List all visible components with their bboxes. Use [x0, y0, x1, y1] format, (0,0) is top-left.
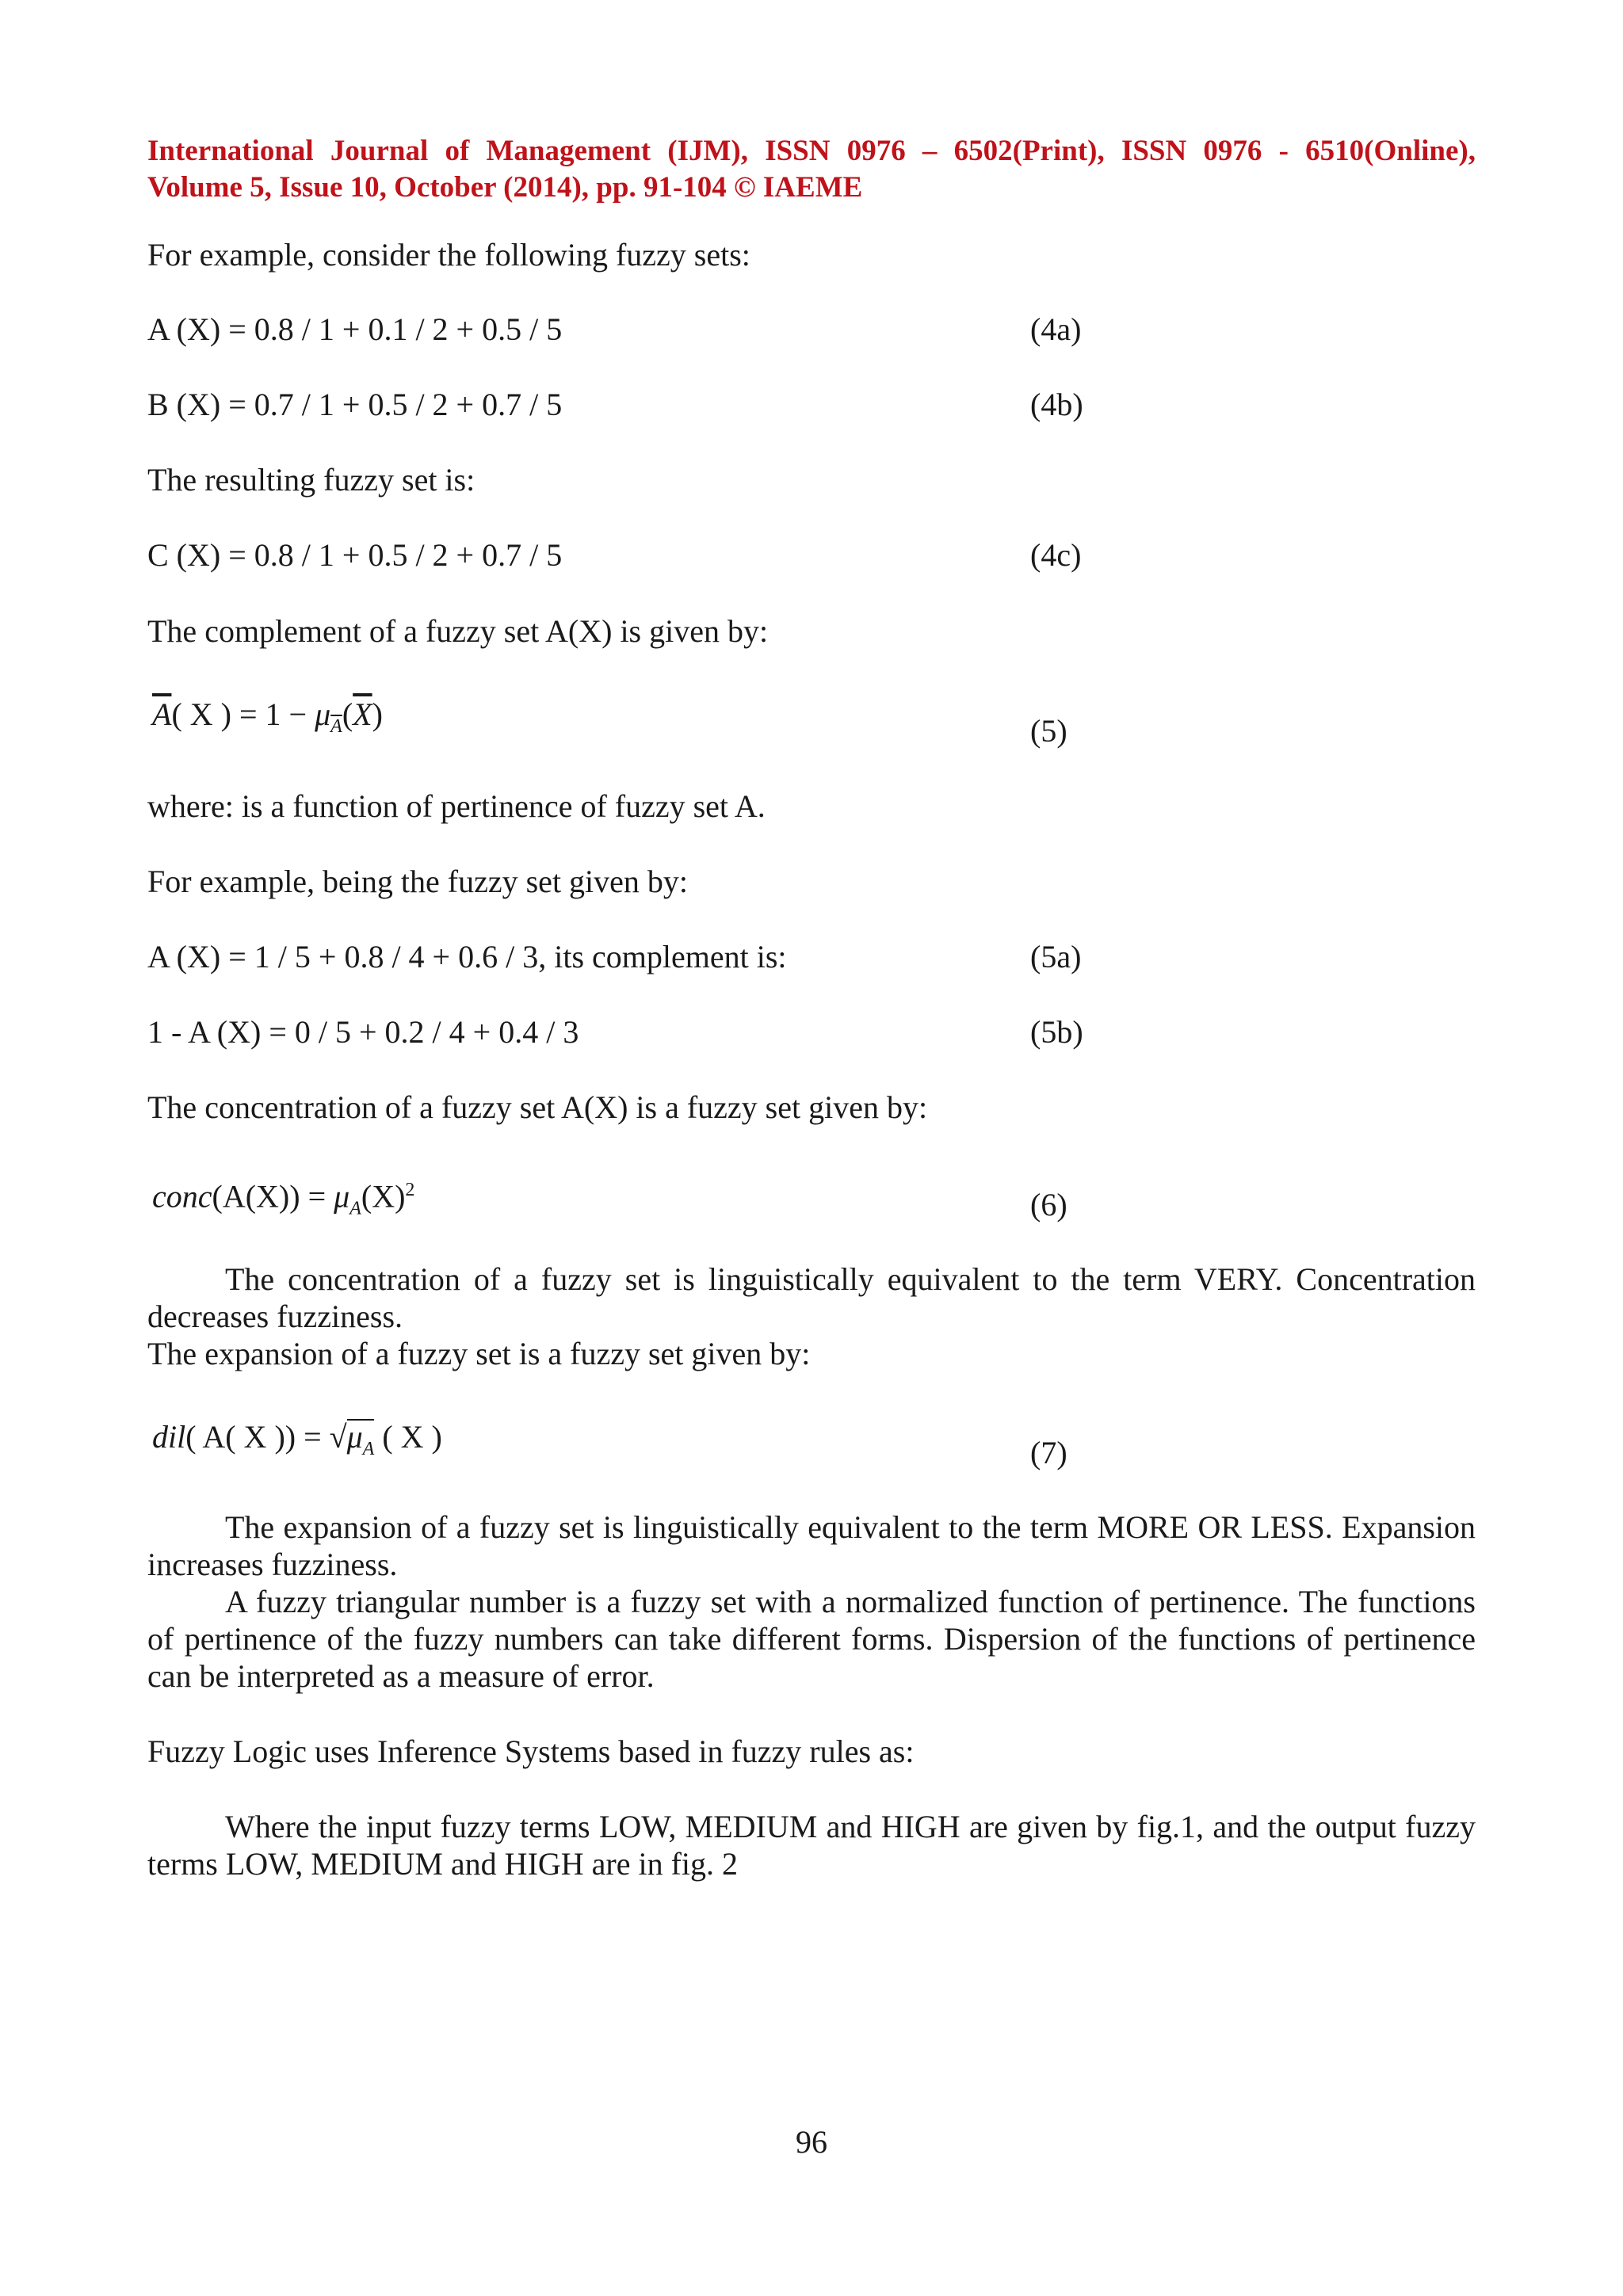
equation-5b: 1 - A (X) = 0 / 5 + 0.2 / 4 + 0.4 / 3: [147, 1014, 579, 1050]
resulting-text: The resulting fuzzy set is:: [147, 462, 475, 498]
equation-5a: A (X) = 1 / 5 + 0.8 / 4 + 0.6 / 3, its complement is:: [147, 939, 787, 974]
equation-6: [152, 1171, 414, 1227]
example-2-text: For example, being the fuzzy set given by:: [147, 864, 689, 899]
complement-intro: The complement of a fuzzy set A(X) is given by:: [147, 613, 769, 649]
equation-5-mu-sub: A: [330, 716, 342, 737]
equation-5-mu: μ: [315, 696, 331, 732]
equation-6-sup: 2: [405, 1180, 415, 1200]
equation-7-number: (7): [1030, 1435, 1067, 1470]
equation-7-lhs-arg: ( A( X )) =: [185, 1419, 330, 1455]
inference-text: Fuzzy Logic uses Inference Systems based in fuzzy rules as:: [147, 1733, 915, 1769]
equation-5-number: (5): [1030, 713, 1067, 749]
equation-5: [152, 696, 383, 746]
page-number: 96: [796, 2124, 827, 2160]
equation-5-arg-var: $\overline{X}$: [353, 696, 372, 732]
equation-4a-number: (4a): [1030, 311, 1082, 347]
equation-7-rhs-arg: ( X ): [374, 1419, 442, 1455]
equation-6-mu: μ: [334, 1178, 350, 1215]
concentration-intro: The concentration of a fuzzy set A(X) is a fuzzy set given by:: [147, 1089, 928, 1125]
equation-4a: A (X) = 0.8 / 1 + 0.1 / 2 + 0.5 / 5: [147, 311, 563, 347]
concentration-paragraph: The concentration of a fuzzy set is linguistically equivalent to the term VERY. Concentration decreases fuzziness.: [147, 1261, 1476, 1334]
equation-5-arg-close: ): [372, 696, 383, 732]
equation-4c: C (X) = 0.8 / 1 + 0.5 / 2 + 0.7 / 5: [147, 537, 563, 573]
equation-4b: B (X) = 0.7 / 1 + 0.5 / 2 + 0.7 / 5: [147, 387, 563, 422]
equation-7: [152, 1418, 442, 1465]
journal-header-line-2: Volume 5, Issue 10, October (2014), pp. 91-104 © IAEME: [147, 171, 863, 204]
equation-5a-number: (5a): [1030, 939, 1082, 974]
equation-4b-number: (4b): [1030, 387, 1083, 422]
equation-7-mu: μ: [346, 1419, 363, 1455]
square-root-icon: √: [329, 1419, 347, 1455]
triangular-paragraph: A fuzzy triangular number is a fuzzy set with a normalized function of pertinence. The functions of pertinence of the fuzzy numbers can take different forms. Dispersion of the functions of pertinence can be interpreted as a measure of error.: [147, 1584, 1476, 1694]
equation-6-number: (6): [1030, 1187, 1067, 1222]
equation-7-lhs: dil: [152, 1419, 186, 1455]
where-text: where: is a function of pertinence of fuzzy set A.: [147, 788, 766, 824]
equation-5-arg-open: (: [342, 696, 353, 732]
equation-6-lhs: conc: [152, 1178, 212, 1215]
input-terms-paragraph: Where the input fuzzy terms LOW, MEDIUM and HIGH are given by fig.1, and the output fuzzy terms LOW, MEDIUM and HIGH are in fig. 2: [147, 1809, 1476, 1882]
equation-5b-number: (5b): [1030, 1014, 1083, 1050]
equation-6-lhs-arg: (A(X)) =: [212, 1178, 334, 1215]
equation-6-mu-sub: A: [349, 1198, 361, 1219]
journal-header-line-1: International Journal of Management (IJM), ISSN 0976 – 6502(Print), ISSN 0976 - 6510(Online),: [147, 135, 1476, 167]
expansion-intro: The expansion of a fuzzy set is a fuzzy set given by:: [147, 1336, 811, 1371]
equation-7-mu-sub: A: [362, 1439, 375, 1459]
journal-header: [147, 133, 1476, 206]
equation-6-rhs-arg: (X): [361, 1178, 406, 1215]
equation-5-lhs: $\overline{A}$: [152, 696, 172, 732]
expansion-paragraph: The expansion of a fuzzy set is linguistically equivalent to the term MORE OR LESS. Expansion increases fuzziness.: [147, 1509, 1476, 1582]
equation-5-lhs-arg: ( X ) = 1 −: [171, 696, 315, 732]
intro-text: For example, consider the following fuzzy sets:: [147, 237, 750, 273]
equation-4c-number: (4c): [1030, 537, 1082, 573]
equation-7-radicand: [347, 1419, 375, 1465]
